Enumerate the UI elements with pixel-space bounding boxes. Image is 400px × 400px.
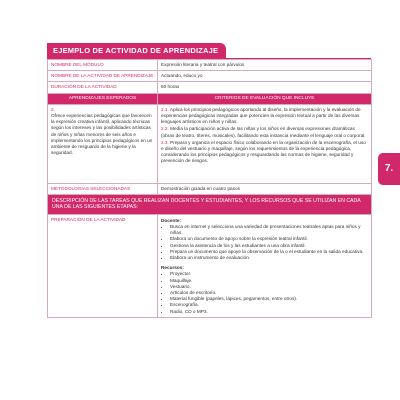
row-metodologias — [48, 183, 372, 194]
descripcion-banner: DESCRIPCIÓN DE LAS TAREAS QUE REALIZAN DOCENTES Y ESTUDIANTES, Y LOS RECURSOS QUE SE UTILIZAN EN CADA UNA DE LAS SIGUIENTES ETAPAS: — [48, 195, 372, 215]
list-item: • Gestiona la asistencia de los y las estudiantes a una obra infantil. — [170, 243, 368, 249]
list-item: • Artículos de escritorio. — [170, 290, 368, 296]
aprendizaje-cell — [48, 104, 158, 183]
aprendizaje-number: 2. — [51, 106, 55, 112]
list-item: • Escenografía. — [170, 302, 368, 308]
actividad-label: NOMBRE DE LA ACTIVIDAD DE APRENDIZAJE — [48, 71, 158, 82]
criterio-item: 2.2. Media la participación activa de las niñas y los niños en diversas expresiones dramáticas (obras de teatro, títeres, musicales), facilitando esta instancia mediante el lenguaje oral o corporal. — [161, 126, 366, 138]
metodologias-value: Demostración guiada en cuatro pasos — [158, 183, 372, 194]
duracion-value: 60 horas — [158, 82, 372, 93]
modulo-value: Expresión literaria y teatral con párvulos — [158, 60, 372, 71]
sheet-title: EJEMPLO DE ACTIVIDAD DE APRENDIZAJE — [47, 43, 226, 58]
row-col-headers — [48, 93, 372, 104]
row-preparacion — [48, 214, 372, 317]
list-item: • Proyector. — [170, 271, 368, 277]
docente-title: Docente: — [161, 217, 182, 223]
aprendizaje-text: Ofrece experiencias pedagógicas que favorecen la expresión creativa infantil, aplicando técnicas según los intereses y las posibilidades artísticas de niños y niñas menores de seis años e implementando los principios pedagógicos en un ambiente de resguardo de la higiene y la seguridad. — [51, 113, 153, 156]
row-actividad — [48, 71, 372, 82]
duracion-label: DURACIÓN DE LA ACTIVIDAD — [48, 82, 158, 93]
docente-list — [161, 224, 368, 261]
row-aprendizaje — [48, 104, 372, 183]
row-modulo — [48, 60, 372, 71]
list-item: • Vestuario. — [170, 284, 368, 290]
row-descripcion — [48, 195, 372, 215]
criterio-item: 2.1. Aplica los principios pedagógicos aportando al diseño, la implementación y la evaluación de experiencias pedagógicas integradas que potencien la expresión textual a partir de las diversas lenguajes artísticos en niños y niñas. — [161, 106, 361, 125]
criterio-item: 2.3. Prepara y organiza el espacio físico colaborando en la organización de la escenografía, el uso e diseño del vestuario y maquillaje, según los requerimientos de la experiencia pedagógica, considerando los principios pedagógicos y resguardando las normas de higiene, seguridad y prevención de riesgos. — [161, 139, 366, 164]
preparacion-cell — [158, 214, 372, 317]
list-item: • Material fungible (papeles, lápices, pegamentos, entre otros). — [170, 296, 368, 302]
criterios-header: CRITERIOS DE EVALUACIÓN QUE INCLUYE — [158, 93, 372, 104]
list-item: • Prepara un documento que apoye la observación de la o el estudiante en la salida educativa. — [170, 249, 368, 255]
chapter-tab: 7. — [378, 153, 400, 185]
list-item: • Elabora un documento de apoyo sobre la expresión teatral infantil. — [170, 236, 368, 242]
actividad-value: Actuando, educo yo — [158, 71, 372, 82]
criterios-cell — [158, 104, 372, 183]
recursos-list — [161, 271, 368, 314]
preparacion-label: PREPARACIÓN DE LA ACTIVIDAD — [48, 214, 158, 317]
recursos-title: Recursos: — [161, 265, 184, 271]
list-item: • Busca en internet y selecciona una variedad de presentaciones teatrales aptas para niños y niñas. — [170, 224, 368, 236]
list-item: • Maquillaje. — [170, 278, 368, 284]
list-item: • Radio, CD o MP3. — [170, 309, 368, 315]
metodologias-label: METODOLOGÍAS SELECCIONADAS — [48, 183, 158, 194]
activity-table — [47, 59, 372, 318]
list-item: • Elabora un instrumento de evaluación. — [170, 255, 368, 261]
activity-sheet — [47, 40, 371, 318]
row-duracion — [48, 82, 372, 93]
modulo-label: NOMBRE DEL MÓDULO — [48, 60, 158, 71]
aprendizajes-header: APRENDIZAJES ESPERADOS — [48, 93, 158, 104]
